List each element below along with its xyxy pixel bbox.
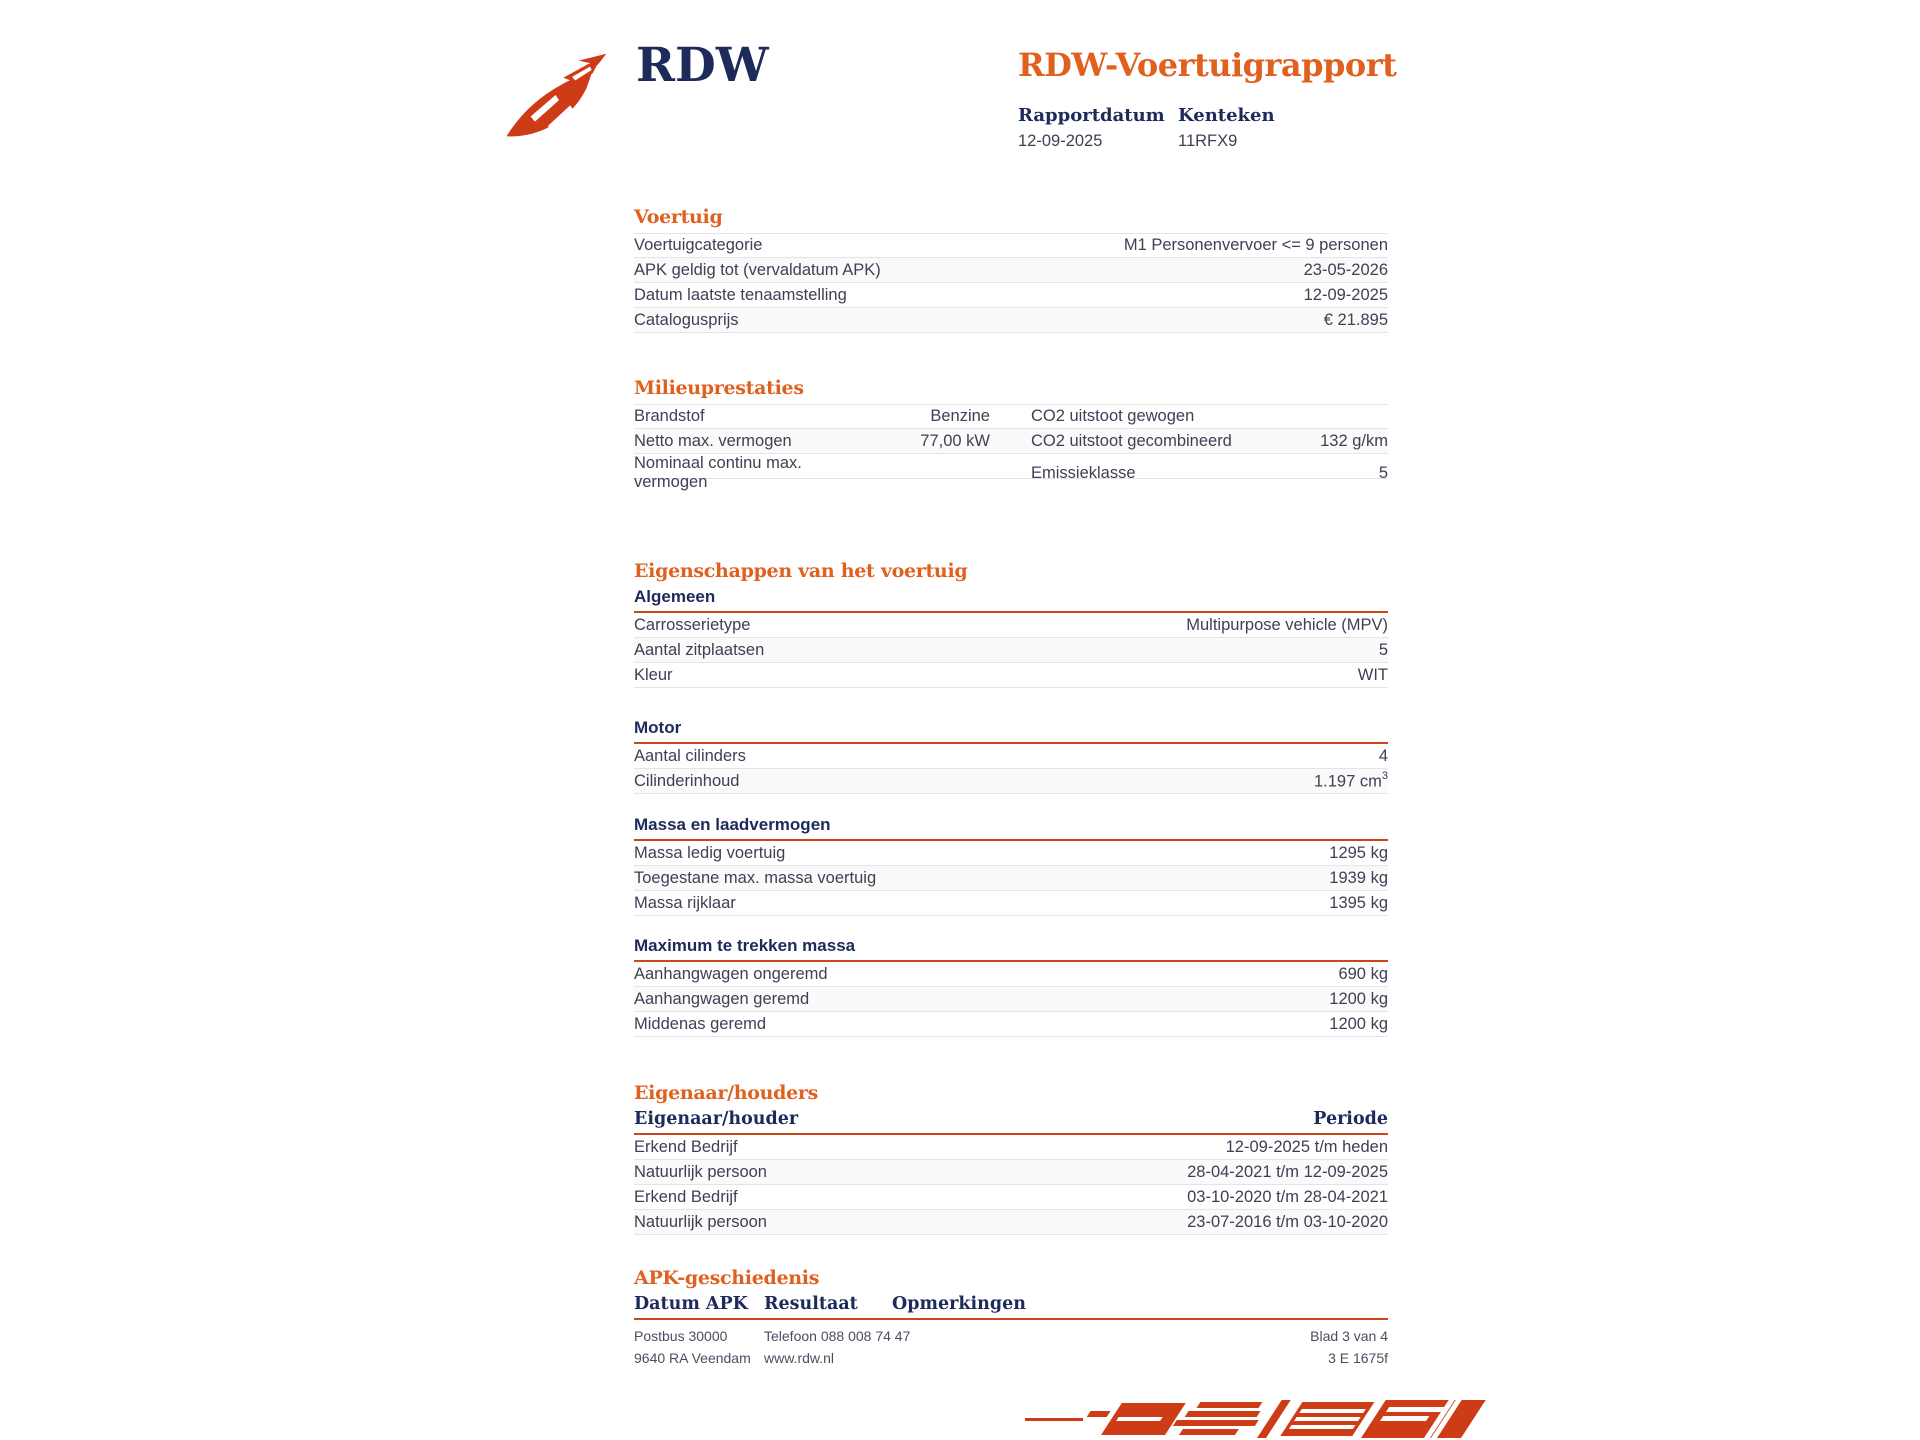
row-value: 1295 kg	[1329, 843, 1388, 862]
column-header-opmerkingen: Opmerkingen	[892, 1294, 1026, 1314]
section-eigenaar-houders	[634, 1082, 1388, 1235]
table-row	[634, 429, 1388, 454]
row-value: 1939 kg	[1329, 868, 1388, 887]
table-row	[634, 454, 1388, 491]
row-value: M1 Personenvervoer <= 9 personen	[1123, 236, 1388, 254]
row-label: Voertuigcategorie	[634, 236, 763, 254]
footer-page-number: Blad 3 van 4	[1310, 1328, 1388, 1344]
subsection-motor	[634, 718, 1388, 794]
owner-type: Erkend Bedrijf	[634, 1187, 738, 1206]
owner-period: 28-04-2021 t/m 12-09-2025	[1187, 1162, 1388, 1181]
footer-address-line2: 9640 RA Veendam	[634, 1350, 751, 1366]
row-label: Kleur	[634, 665, 673, 684]
column-header-eigenaar: Eigenaar/houder	[634, 1109, 799, 1129]
row-value: Multipurpose vehicle (MPV)	[1186, 615, 1388, 634]
owner-type: Natuurlijk persoon	[634, 1162, 767, 1181]
table-row	[634, 638, 1388, 663]
owner-type: Erkend Bedrijf	[634, 1137, 738, 1156]
subsection-title-algemeen: Algemeen	[634, 587, 1388, 613]
section-title-voertuig: Voertuig	[634, 206, 723, 228]
row-value: 1200 kg	[1329, 1014, 1388, 1033]
row-value: 4	[1378, 746, 1388, 765]
table-header-row	[634, 1294, 1388, 1320]
footer-address-line1: Postbus 30000	[634, 1328, 728, 1344]
table-row	[634, 891, 1388, 916]
subsection-algemeen	[634, 587, 1388, 688]
section-voertuig	[634, 206, 1388, 333]
table-row	[634, 233, 1388, 258]
row-label: Datum laatste tenaamstelling	[634, 285, 847, 304]
kenteken-block	[1178, 105, 1338, 151]
section-title-apk: APK-geschiedenis	[634, 1267, 820, 1289]
report-body	[634, 206, 1388, 1365]
section-apk-geschiedenis	[634, 1267, 1388, 1320]
section-title-milieuprestaties: Milieuprestaties	[634, 377, 804, 399]
section-milieuprestaties	[634, 377, 1388, 491]
table-row	[634, 769, 1388, 794]
rdw-logo-text: RDW	[636, 38, 769, 93]
table-row	[634, 613, 1388, 638]
row-label: Toegestane max. massa voertuig	[634, 868, 877, 887]
table-row	[634, 1135, 1388, 1160]
section-title-eigenschappen: Eigenschappen van het voertuig	[634, 560, 968, 582]
table-row	[634, 1160, 1388, 1185]
row-value: 5	[1378, 640, 1388, 659]
report-date-block	[1018, 105, 1178, 151]
row-label: Netto max. vermogen	[634, 431, 792, 450]
table-row	[634, 866, 1388, 891]
table-row	[634, 1210, 1388, 1235]
row-value: 5	[1378, 463, 1388, 482]
row-label: Brandstof	[634, 407, 705, 425]
row-value: 132 g/km	[1320, 431, 1388, 450]
owner-type: Natuurlijk persoon	[634, 1212, 767, 1231]
report-meta	[1018, 105, 1398, 151]
row-label: Aantal cilinders	[634, 746, 746, 765]
row-value: 690 kg	[1338, 964, 1388, 983]
row-label: Emissieklasse	[1031, 463, 1136, 482]
row-value: € 21.895	[1323, 310, 1388, 329]
column-header-periode: Periode	[1313, 1109, 1388, 1129]
row-value: WIT	[1357, 665, 1388, 684]
row-value: 1200 kg	[1329, 989, 1388, 1008]
row-label: Aanhangwagen ongeremd	[634, 964, 828, 983]
footer-phone: Telefoon 088 008 74 47	[764, 1328, 911, 1344]
table-row	[634, 283, 1388, 308]
row-label: Massa ledig voertuig	[634, 843, 786, 862]
report-header	[1018, 46, 1398, 151]
table-row	[634, 1185, 1388, 1210]
row-value: 1395 kg	[1329, 893, 1388, 912]
table-row	[634, 663, 1388, 688]
row-label: Aanhangwagen geremd	[634, 989, 810, 1008]
subsection-massa	[634, 815, 1388, 916]
speed-stripes-icon	[1025, 1398, 1495, 1440]
column-header-resultaat: Resultaat	[764, 1294, 858, 1314]
table-row	[634, 308, 1388, 333]
row-value: 1.197 $cm^3$	[1314, 769, 1388, 791]
owner-period: 12-09-2025 t/m heden	[1225, 1137, 1388, 1156]
table-row	[634, 987, 1388, 1012]
row-label: Catalogusprijs	[634, 310, 739, 329]
table-row	[634, 841, 1388, 866]
row-value: 23-05-2026	[1303, 260, 1388, 279]
subsection-title-motor: Motor	[634, 718, 1388, 744]
kenteken-label: Kenteken	[1178, 105, 1275, 126]
table-header-row	[634, 1109, 1388, 1135]
row-label: Massa rijklaar	[634, 893, 736, 912]
column-header-datum-apk: Datum APK	[634, 1294, 748, 1314]
row-label: Cilinderinhoud	[634, 771, 740, 790]
row-label: Middenas geremd	[634, 1014, 767, 1033]
row-label: CO2 uitstoot gecombineerd	[1031, 431, 1232, 450]
owner-period: 03-10-2020 t/m 28-04-2021	[1187, 1187, 1388, 1206]
row-label: CO2 uitstoot gewogen	[1031, 407, 1195, 425]
report-date-value: 12-09-2025	[1018, 132, 1103, 150]
kenteken-value: 11RFX9	[1178, 132, 1238, 150]
row-label: Carrosserietype	[634, 615, 751, 634]
section-eigenschappen	[634, 560, 1388, 1037]
table-row	[634, 404, 1388, 429]
report-date-label: Rapportdatum	[1018, 105, 1165, 126]
owner-period: 23-07-2016 t/m 03-10-2020	[1187, 1212, 1388, 1231]
rdw-wing-icon	[503, 52, 615, 138]
row-value: Benzine	[930, 407, 990, 425]
row-label: Aantal zitplaatsen	[634, 640, 765, 659]
subsection-maximum-te-trekken-massa	[634, 936, 1388, 1037]
table-row	[634, 962, 1388, 987]
page-title: RDW-Voertuigrapport	[1018, 46, 1397, 84]
table-row	[634, 258, 1388, 283]
row-label: APK geldig tot (vervaldatum APK)	[634, 260, 881, 279]
row-value: 12-09-2025	[1303, 285, 1388, 304]
subsection-title-massa: Massa en laadvermogen	[634, 815, 1388, 841]
row-value: 77,00 kW	[920, 431, 990, 450]
subsection-title-trekken: Maximum te trekken massa	[634, 936, 1388, 962]
footer-form-code: 3 E 1675f	[1328, 1350, 1388, 1366]
section-title-eigenaar: Eigenaar/houders	[634, 1082, 819, 1104]
superscript: 3	[1381, 769, 1388, 782]
footer-website: www.rdw.nl	[764, 1350, 835, 1366]
row-label: Nominaal continu max. vermogen	[634, 454, 802, 491]
table-row	[634, 1012, 1388, 1037]
table-row	[634, 744, 1388, 769]
page-footer	[634, 1329, 1388, 1365]
